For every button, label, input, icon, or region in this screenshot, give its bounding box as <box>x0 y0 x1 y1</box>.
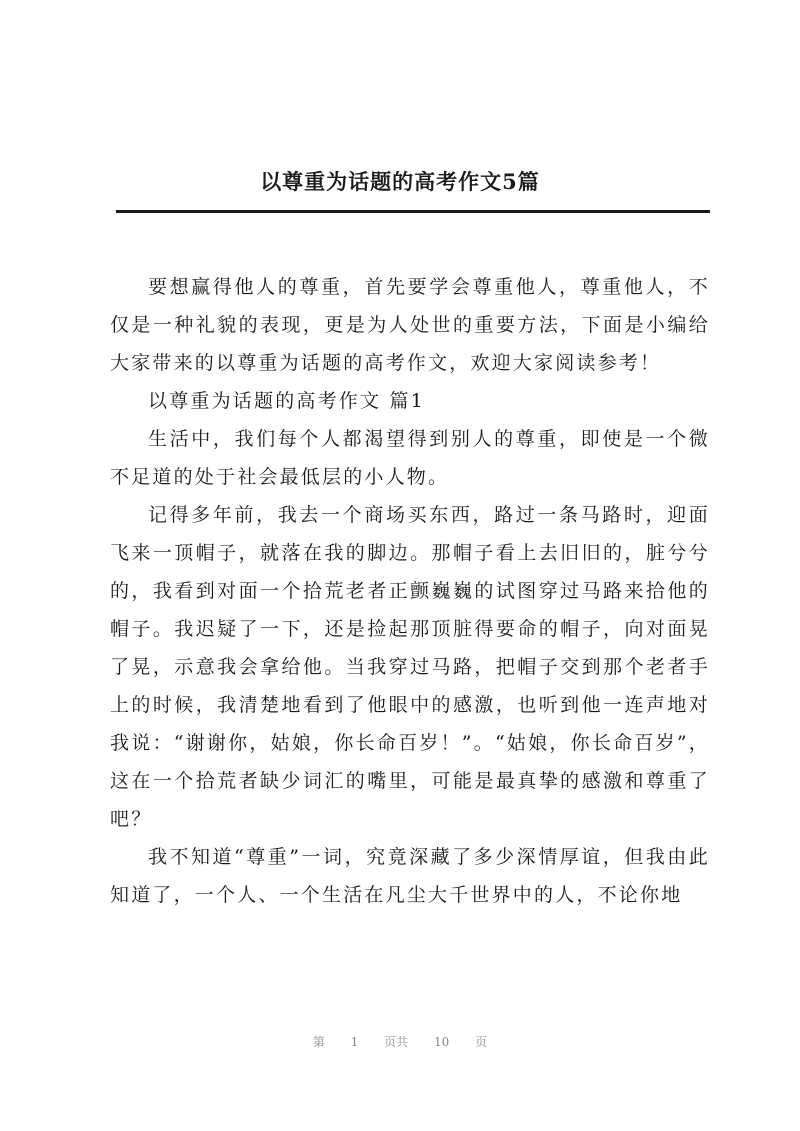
paragraph-intro: 要想赢得他人的尊重，首先要学会尊重他人，尊重他人，不仅是一种礼貌的表现，更是为人处世的重要方法，下面是小编给大家带来的以尊重为话题的高考作文，欢迎大家阅读参考！ <box>110 276 710 374</box>
title-divider <box>116 210 710 213</box>
page-label-suffix: 页 <box>475 1035 488 1049</box>
page-label-mid: 页共 <box>384 1035 409 1049</box>
document-title: 以尊重为话题的高考作文5篇 <box>260 169 540 194</box>
document-body <box>110 268 710 914</box>
paragraph: 记得多年前，我去一个商场买东西，路过一条马路时，迎面飞来一顶帽子，就落在我的脚边。那帽子看上去旧旧的，脏兮兮的，我看到对面一个拾荒老者正颤巍巍的试图穿过马路来拾他的帽子。我迟疑了一下，还是捡起那顶脏得要命的帽子，向对面晃了晃，示意我会拿给他。当我穿过马路，把帽子交到那个老者手上的时候，我清楚地看到了他眼中的感激，也听到他一连声地对我说：“谢谢你，姑娘，你长命百岁！”。“姑娘，你长命百岁”，这在一个拾荒者缺少词汇的嘴里，可能是最真挚的感激和尊重了吧？ <box>110 504 710 830</box>
section-heading: 以尊重为话题的高考作文 篇1 <box>148 390 425 412</box>
page-label-prefix: 第 <box>312 1035 325 1049</box>
paragraph: 我不知道“尊重”一词，究竟深藏了多少深情厚谊，但我由此知道了，一个人、一个生活在凡尘大千世界中的人，不论你地 <box>110 846 710 906</box>
paragraph: 生活中，我们每个人都渴望得到别人的尊重，即使是一个微不足道的处于社会最低层的小人物。 <box>110 428 710 488</box>
page-footer <box>0 1033 800 1050</box>
total-pages: 10 <box>434 1035 450 1049</box>
page-number: 1 <box>350 1035 359 1049</box>
